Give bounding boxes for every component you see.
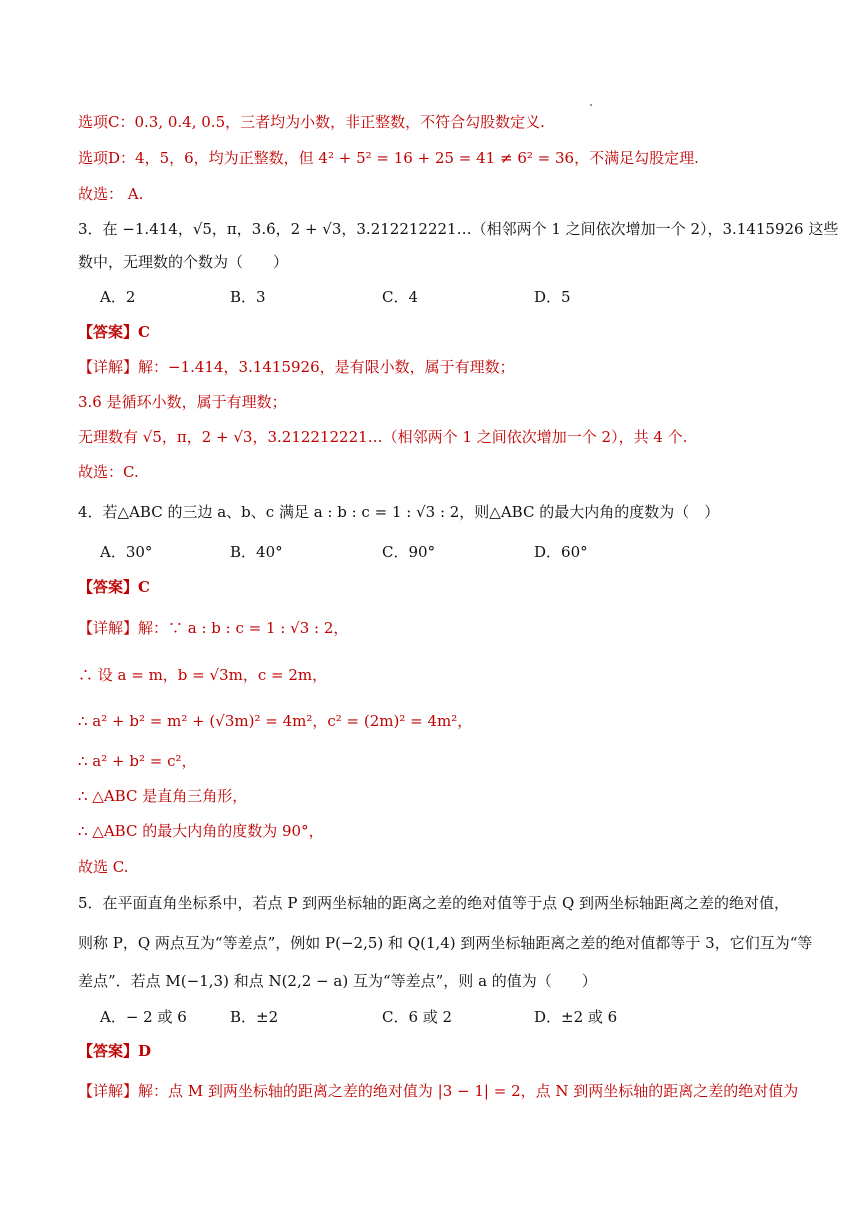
question-3-line1: 3．在 −1.414，√5，π，3.6̇，2 + √3，3.212212221…（相邻两个 1 之间依次增加一个 2），3.1415926 这些 xyxy=(78,220,839,238)
q3-option-b: B．3 xyxy=(230,288,266,306)
q5-option-c: C．6 或 2 xyxy=(382,1008,453,1026)
q3-option-a: A．2 xyxy=(100,288,136,306)
detail-3-line1: 【详解】解：−1.414，3.1415926，是有限小数，属于有理数； xyxy=(78,358,515,376)
detail-4-line7: 故选 C. xyxy=(78,858,129,876)
detail-4-line6: ∴ △ABC 的最大内角的度数为 90°， xyxy=(78,822,324,840)
solution-choice-q2: 故选： A. xyxy=(78,185,144,203)
q5-option-b: B．±2 xyxy=(230,1008,279,1026)
question-5-line1: 5．在平面直角坐标系中，若点 P 到两坐标轴的距离之差的绝对值等于点 Q 到两坐标轴距离之差的绝对值， xyxy=(78,894,790,912)
question-5-line2: 则称 P，Q 两点互为“等差点”，例如 P(−2,5) 和 Q(1,4) 到两坐标轴距离之差的绝对值都等于 3，它们互为“等 xyxy=(78,934,813,952)
q3-option-d: D．5 xyxy=(534,288,571,306)
detail-5-line1: 【详解】解：点 M 到两坐标轴的距离之差的绝对值为 |3 − 1| = 2，点 N 到两坐标轴的距离之差的绝对值为 xyxy=(78,1082,799,1100)
detail-3-line2: 3.6̇ 是循环小数，属于有理数； xyxy=(78,393,287,411)
q4-option-c: C．90° xyxy=(382,543,436,561)
question-5-line3: 差点”．若点 M(−1,3) 和点 N(2,2 − a) 互为“等差点”，则 a 的值为（ ） xyxy=(78,972,597,990)
q4-option-b: B．40° xyxy=(230,543,283,561)
detail-3-line3: 无理数有 √5，π，2 + √3，3.212212221…（相邻两个 1 之间依次增加一个 2），共 4 个. xyxy=(78,428,688,446)
detail-4-line3: ∴ a² + b² = m² + (√3m)² = 4m²，c² = (2m)² = 4m²， xyxy=(78,712,473,730)
answer-4: 【答案】C xyxy=(78,578,150,596)
q5-option-a: A．− 2 或 6 xyxy=(100,1008,187,1026)
q4-option-a: A．30° xyxy=(100,543,153,561)
detail-4-line4: ∴ a² + b² = c²， xyxy=(78,752,197,770)
q4-option-d: D．60° xyxy=(534,543,588,561)
detail-4-line1: 【详解】解：∵ a : b : c = 1 : √3 : 2， xyxy=(78,619,349,637)
q5-option-d: D．±2 或 6 xyxy=(534,1008,618,1026)
solution-option-c: 选项C：0.3, 0.4, 0.5，三者均为小数，非正整数，不符合勾股数定义. xyxy=(78,113,545,131)
detail-4-line5: ∴ △ABC 是直角三角形， xyxy=(78,787,248,805)
question-3-line2: 数中，无理数的个数为（ ） xyxy=(78,253,289,271)
question-4: 4．若△ABC 的三边 a、b、c 满足 a : b : c = 1 : √3 : 2，则△ABC 的最大内角的度数为（ ） xyxy=(78,503,720,521)
detail-4-line2: ∴ 设 a = m，b = √3m，c = 2m， xyxy=(78,666,328,684)
solution-option-d: 选项D：4，5，6，均为正整数，但 4² + 5² = 16 + 25 = 41 ≠ 6² = 36，不满足勾股定理. xyxy=(78,149,699,167)
answer-5: 【答案】D xyxy=(78,1042,152,1060)
q3-option-c: C．4 xyxy=(382,288,419,306)
detail-3-line4: 故选：C. xyxy=(78,463,139,481)
answer-3: 【答案】C xyxy=(78,323,150,341)
stray-dot xyxy=(590,104,592,106)
